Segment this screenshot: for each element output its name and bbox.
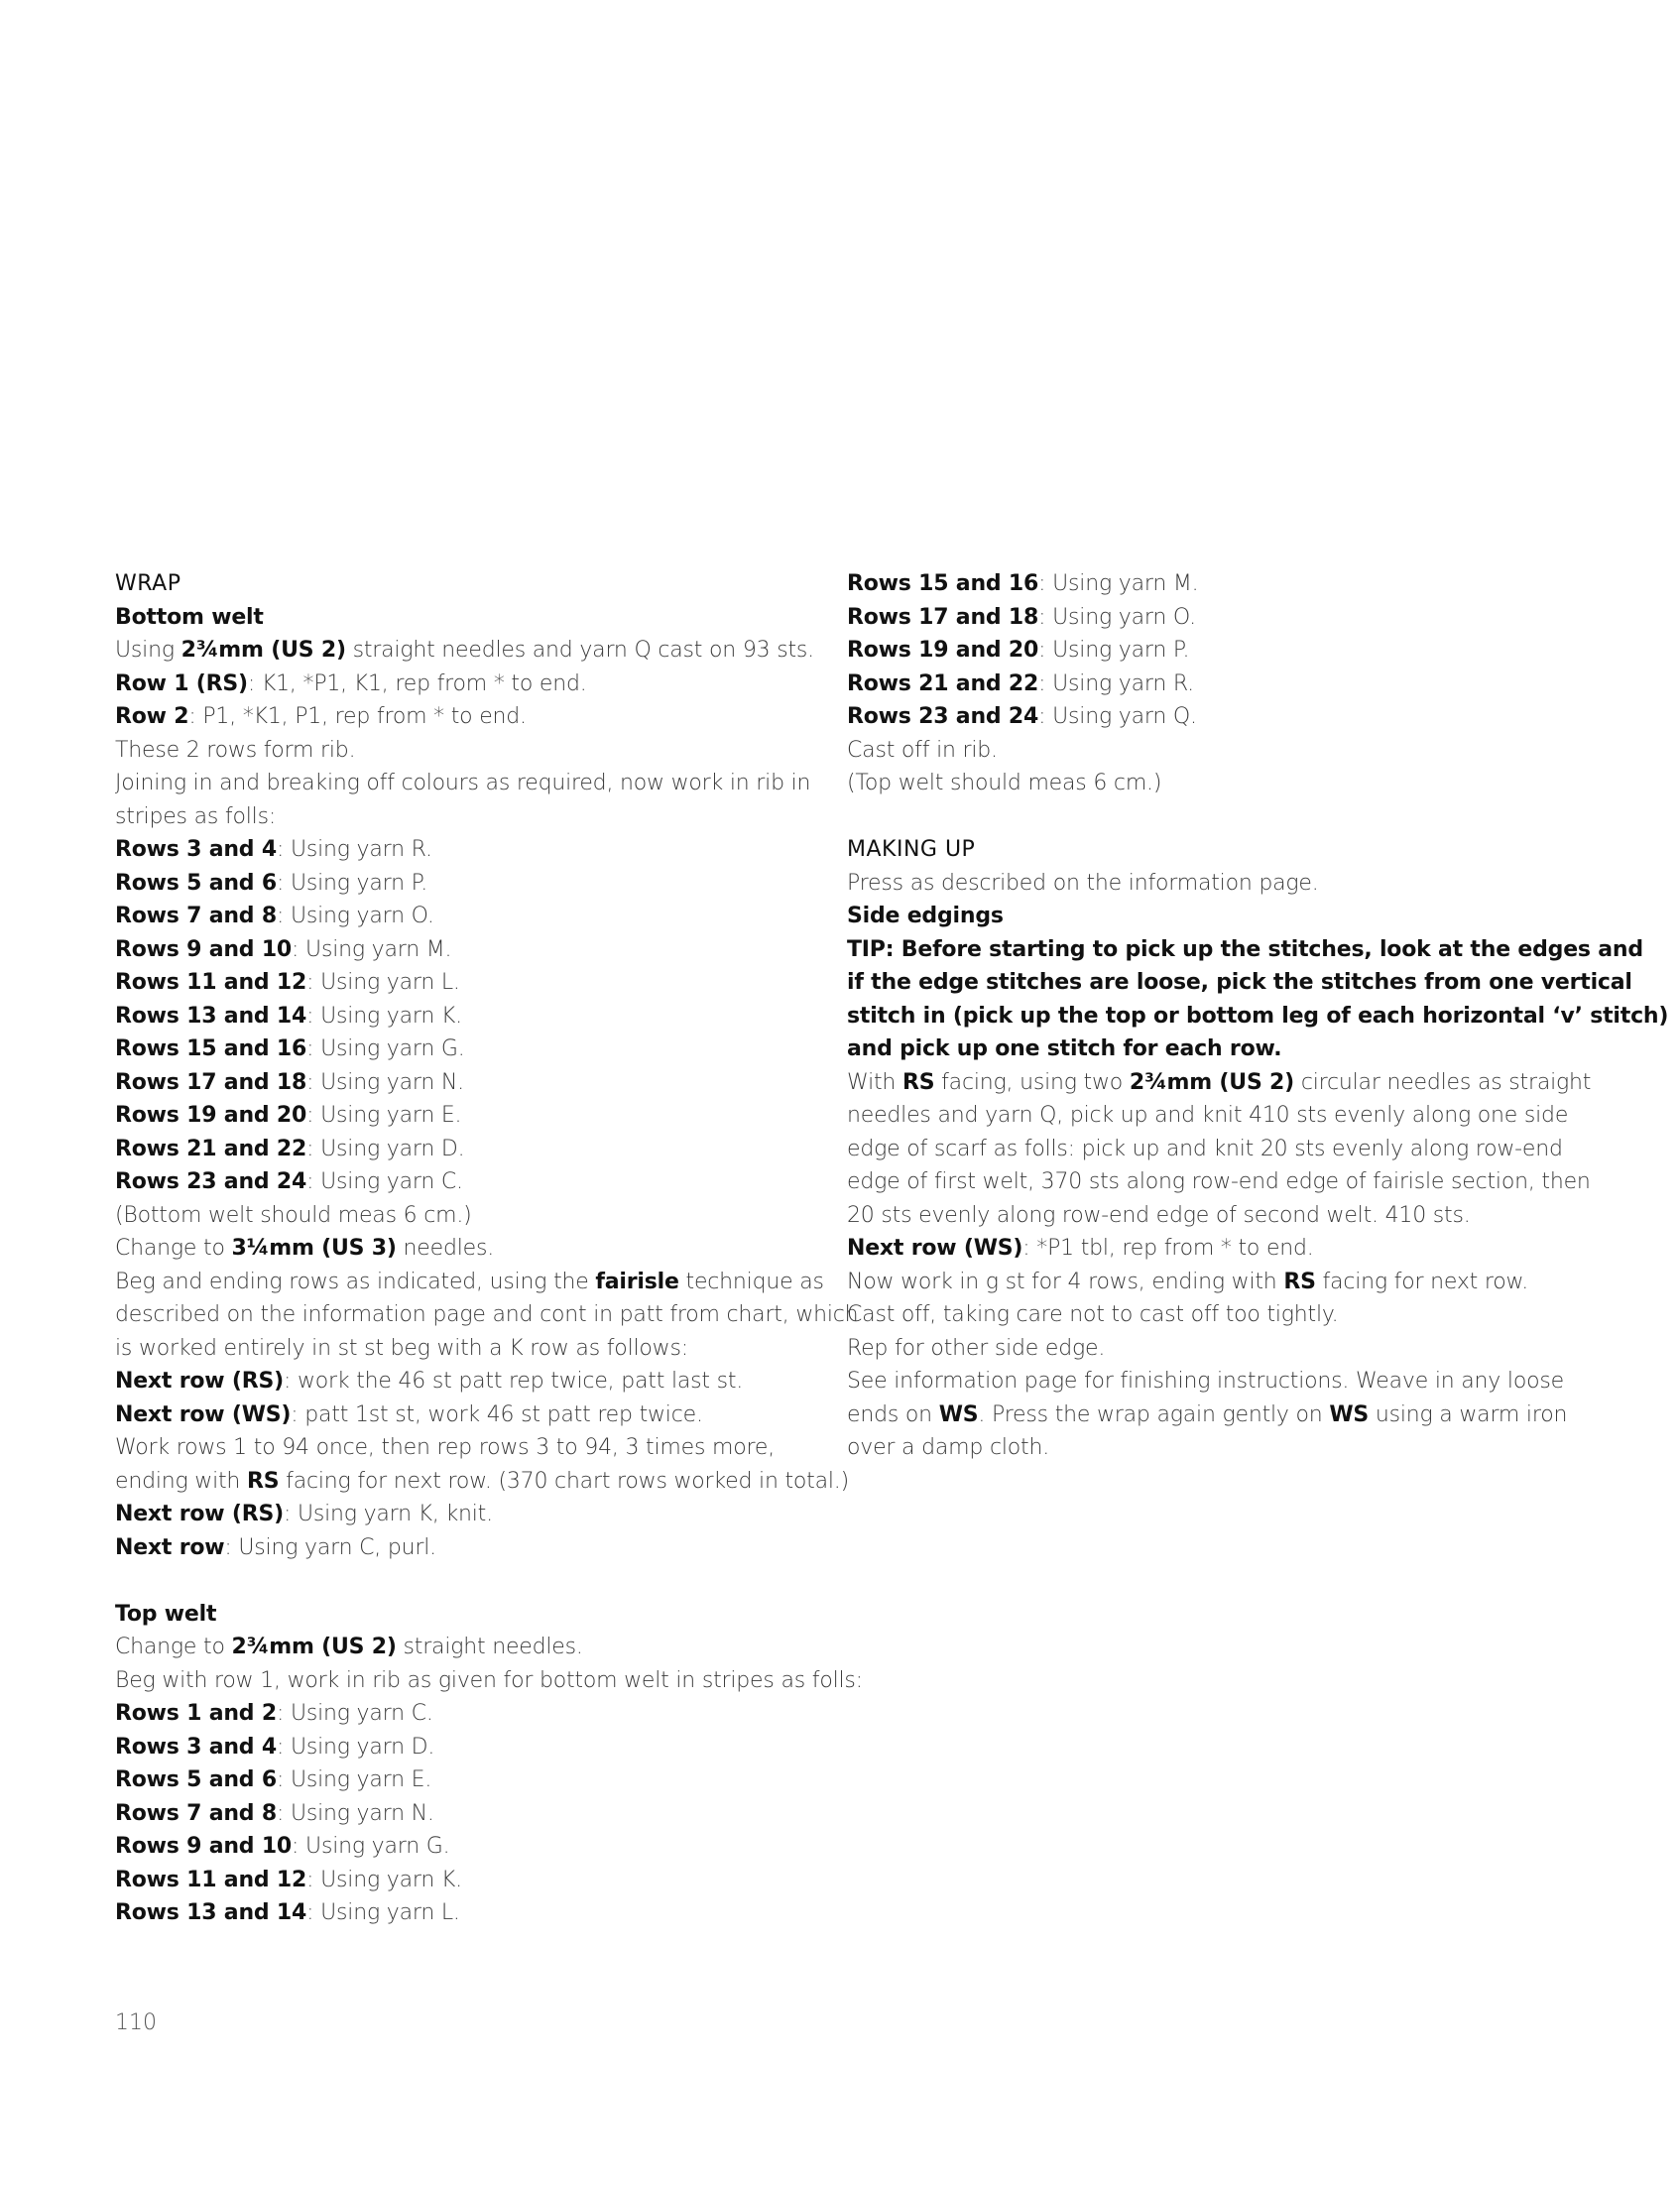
tip-line: and pick up one stitch for each row. (847, 1036, 1282, 1061)
instruction-line: Using 2¾mm (US 2) straight needles and yarn Q cast on 93 sts. (115, 638, 814, 663)
instruction-line: over a damp cloth. (847, 1435, 1049, 1460)
instruction-line: Row 1 (RS): K1, *P1, K1, rep from * to end. (115, 670, 587, 696)
instruction-line: described on the information page and cont in patt from chart, which (115, 1302, 859, 1327)
spacer (115, 1564, 829, 1598)
stripe-row: Rows 11 and 12: Using yarn L. (115, 970, 460, 995)
instruction-line: Next row: Using yarn C, purl. (115, 1534, 436, 1560)
stripe-row: Rows 23 and 24: Using yarn C. (115, 1169, 463, 1194)
stripe-row: Rows 7 and 8: Using yarn O. (115, 904, 434, 928)
stripe-row: Rows 9 and 10: Using yarn M. (115, 936, 452, 962)
instruction-line: Next row (WS): patt 1st st, work 46 st patt rep twice. (115, 1401, 703, 1427)
instruction-line: Cast off, taking care not to cast off too tightly. (847, 1302, 1339, 1327)
left-column (115, 567, 863, 1930)
instruction-line: Change to 2¾mm (US 2) straight needles. (115, 1635, 583, 1659)
instruction-line: Next row (WS): *P1 tbl, rep from * to end. (847, 1236, 1314, 1261)
tip-line: TIP: Before starting to pick up the stitches, look at the edges and (847, 936, 1643, 962)
stripe-row: Rows 5 and 6: Using yarn E. (115, 1767, 432, 1792)
stripe-row: Rows 19 and 20: Using yarn P. (847, 638, 1190, 663)
subheading-bottom-welt: Bottom welt (115, 604, 264, 630)
instruction-line: ends on WS. Press the wrap again gently on WS using a warm iron (847, 1401, 1568, 1427)
subheading-top-welt: Top welt (115, 1601, 217, 1627)
stripe-row: Rows 15 and 16: Using yarn M. (847, 571, 1199, 596)
instruction-line: Change to 3¼mm (US 3) needles. (115, 1236, 495, 1261)
stripe-row: Rows 13 and 14: Using yarn L. (115, 1900, 460, 1925)
section-title-wrap: WRAP (115, 571, 181, 596)
instruction-line: Row 2: P1, *K1, P1, rep from * to end. (115, 704, 527, 729)
stripe-row: Rows 19 and 20: Using yarn E. (115, 1103, 462, 1128)
instruction-line: needles and yarn Q, pick up and knit 410 sts evenly along one side (847, 1103, 1569, 1128)
subheading-side-edgings: Side edgings (847, 904, 1004, 928)
instruction-line: 20 sts evenly along row-end edge of second welt. 410 sts. (847, 1202, 1471, 1228)
stripe-row: Rows 11 and 12: Using yarn K. (115, 1867, 462, 1892)
stripe-row: Rows 7 and 8: Using yarn N. (115, 1800, 434, 1826)
instruction-line: These 2 rows form rib. (115, 737, 356, 763)
stripe-row: Rows 17 and 18: Using yarn O. (847, 604, 1196, 630)
tip-line: stitch in (pick up the top or bottom leg of each horizontal ‘v’ stitch) (847, 1003, 1669, 1029)
stripe-row: Rows 3 and 4: Using yarn D. (115, 1734, 435, 1760)
stripe-row: Rows 21 and 22: Using yarn R. (847, 670, 1194, 696)
stripe-row: Rows 23 and 24: Using yarn Q. (847, 704, 1197, 729)
stripe-row: Rows 3 and 4: Using yarn R. (115, 837, 432, 862)
stripe-row: Rows 13 and 14: Using yarn K. (115, 1003, 462, 1029)
instruction-line: is worked entirely in st st beg with a K row as follows: (115, 1335, 688, 1361)
instruction-line: Now work in g st for 4 rows, ending with RS facing for next row. (847, 1269, 1529, 1294)
instruction-line: edge of first welt, 370 sts along row-end edge of fairisle section, then (847, 1169, 1591, 1194)
instruction-line: Cast off in rib. (847, 737, 998, 763)
tip-line: if the edge stitches are loose, pick the stitches from one vertical (847, 970, 1632, 995)
instruction-line: edge of scarf as folls: pick up and knit 20 sts evenly along row-end (847, 1136, 1563, 1161)
instruction-line: Work rows 1 to 94 once, then rep rows 3 to 94, 3 times more, (115, 1435, 775, 1460)
stripe-row: Rows 5 and 6: Using yarn P. (115, 870, 428, 896)
instruction-line: stripes as folls: (115, 803, 277, 829)
instruction-line: With RS facing, using two 2¾mm (US 2) circular needles as straight (847, 1069, 1592, 1095)
stripe-row: Rows 9 and 10: Using yarn G. (115, 1834, 450, 1859)
stripe-row: Rows 1 and 2: Using yarn C. (115, 1701, 433, 1726)
right-column (847, 567, 1669, 1465)
stripe-row: Rows 17 and 18: Using yarn N. (115, 1069, 464, 1095)
section-title-making-up: MAKING UP (847, 837, 976, 862)
instruction-line: Joining in and breaking off colours as required, now work in rib in (115, 771, 811, 795)
instruction-line: Next row (RS): work the 46 st patt rep twice, patt last st. (115, 1369, 744, 1394)
instruction-line: Press as described on the information page. (847, 870, 1319, 896)
instruction-line: Rep for other side edge. (847, 1335, 1106, 1361)
instruction-line: (Bottom welt should meas 6 cm.) (115, 1202, 472, 1228)
instruction-line: Beg and ending rows as indicated, using the fairisle technique as (115, 1269, 824, 1294)
instruction-line: See information page for finishing instructions. Weave in any loose (847, 1369, 1564, 1394)
instruction-line: Beg with row 1, work in rib as given for bottom welt in stripes as folls: (115, 1667, 863, 1693)
stripe-row: Rows 15 and 16: Using yarn G. (115, 1036, 465, 1061)
page-number: 110 (115, 2010, 157, 2035)
instruction-line: Next row (RS): Using yarn K, knit. (115, 1502, 493, 1526)
instruction-line: ending with RS facing for next row. (370 chart rows worked in total.) (115, 1468, 849, 1494)
stripe-row: Rows 21 and 22: Using yarn D. (115, 1136, 465, 1161)
spacer (847, 800, 1561, 834)
instruction-line: (Top welt should meas 6 cm.) (847, 771, 1162, 795)
